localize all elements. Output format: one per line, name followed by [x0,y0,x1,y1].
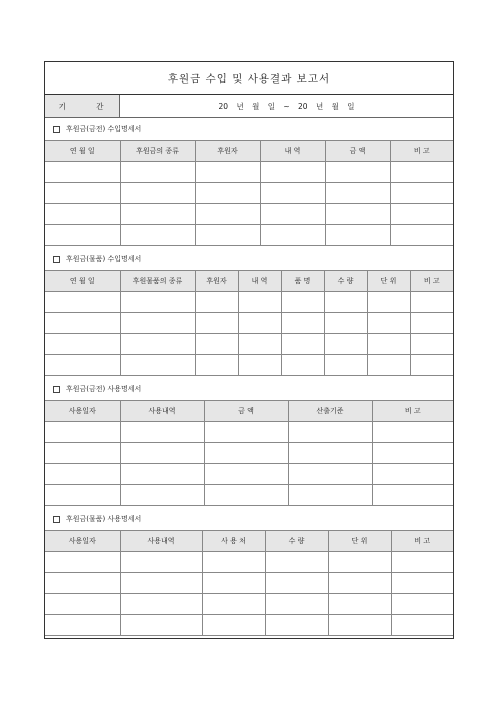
col-header: 사용일자 [45,401,120,422]
section-heading-text: 후원금(금전) 사용명세서 [66,385,142,393]
col-header: 품 명 [281,271,324,292]
report-form [44,61,454,639]
checkbox-icon [53,516,60,523]
col-header: 후원금의 종류 [120,141,195,162]
table-row [45,573,453,594]
table-row [45,594,453,615]
col-header: 연 월 일 [45,141,120,162]
cash-income-table [45,140,453,246]
col-header: 비 고 [391,531,453,552]
period-row [45,95,453,118]
table-row [45,422,453,443]
table-row [45,225,453,246]
table-row [45,485,453,506]
table-row [45,162,453,183]
table-row [45,552,453,573]
checkbox-icon [53,126,60,133]
col-header: 후원자 [195,271,238,292]
goods-income-table [45,270,453,376]
col-header: 연 월 일 [45,271,120,292]
section-heading-goods-income [53,249,141,269]
col-header: 수 량 [265,531,328,552]
period-label: 기 간 [45,95,120,117]
col-header: 사용일자 [45,531,120,552]
col-header: 비 고 [390,141,453,162]
table-row [45,183,453,204]
col-header: 후원자 [195,141,260,162]
col-header: 후원물품의 종류 [120,271,195,292]
section-heading-text: 후원금(금전) 수입명세서 [66,125,142,133]
col-header: 사용내역 [120,401,204,422]
col-header: 금 액 [204,401,288,422]
section-heading-cash-income [53,119,141,139]
checkbox-icon [53,386,60,393]
table-row [45,334,453,355]
col-header: 수 량 [324,271,367,292]
section-heading-text: 후원금(물품) 수입명세서 [66,255,142,263]
col-header: 금 액 [325,141,390,162]
table-row [45,443,453,464]
col-header: 단 위 [367,271,410,292]
table-row [45,464,453,485]
table-row [45,313,453,334]
table-row [45,204,453,225]
table-row [45,355,453,376]
checkbox-icon [53,256,60,263]
col-header: 산출기준 [288,401,372,422]
period-value[interactable]: 20 년 월 일 ~ 20 년 월 일 [218,101,355,111]
form-title: 후원금 수입 및 사용결과 보고서 [45,62,453,95]
section-heading-text: 후원금(물품) 사용명세서 [66,515,142,523]
section-heading-cash-usage [53,379,141,399]
col-header: 단 위 [328,531,391,552]
col-header: 비 고 [372,401,453,422]
table-row [45,292,453,313]
col-header: 내 역 [238,271,281,292]
col-header: 사 용 처 [202,531,265,552]
goods-usage-table [45,530,453,636]
cash-usage-table [45,400,453,506]
col-header: 비 고 [410,271,453,292]
col-header: 내 역 [260,141,325,162]
col-header: 사용내역 [120,531,202,552]
table-row [45,615,453,636]
section-heading-goods-usage [53,509,141,529]
